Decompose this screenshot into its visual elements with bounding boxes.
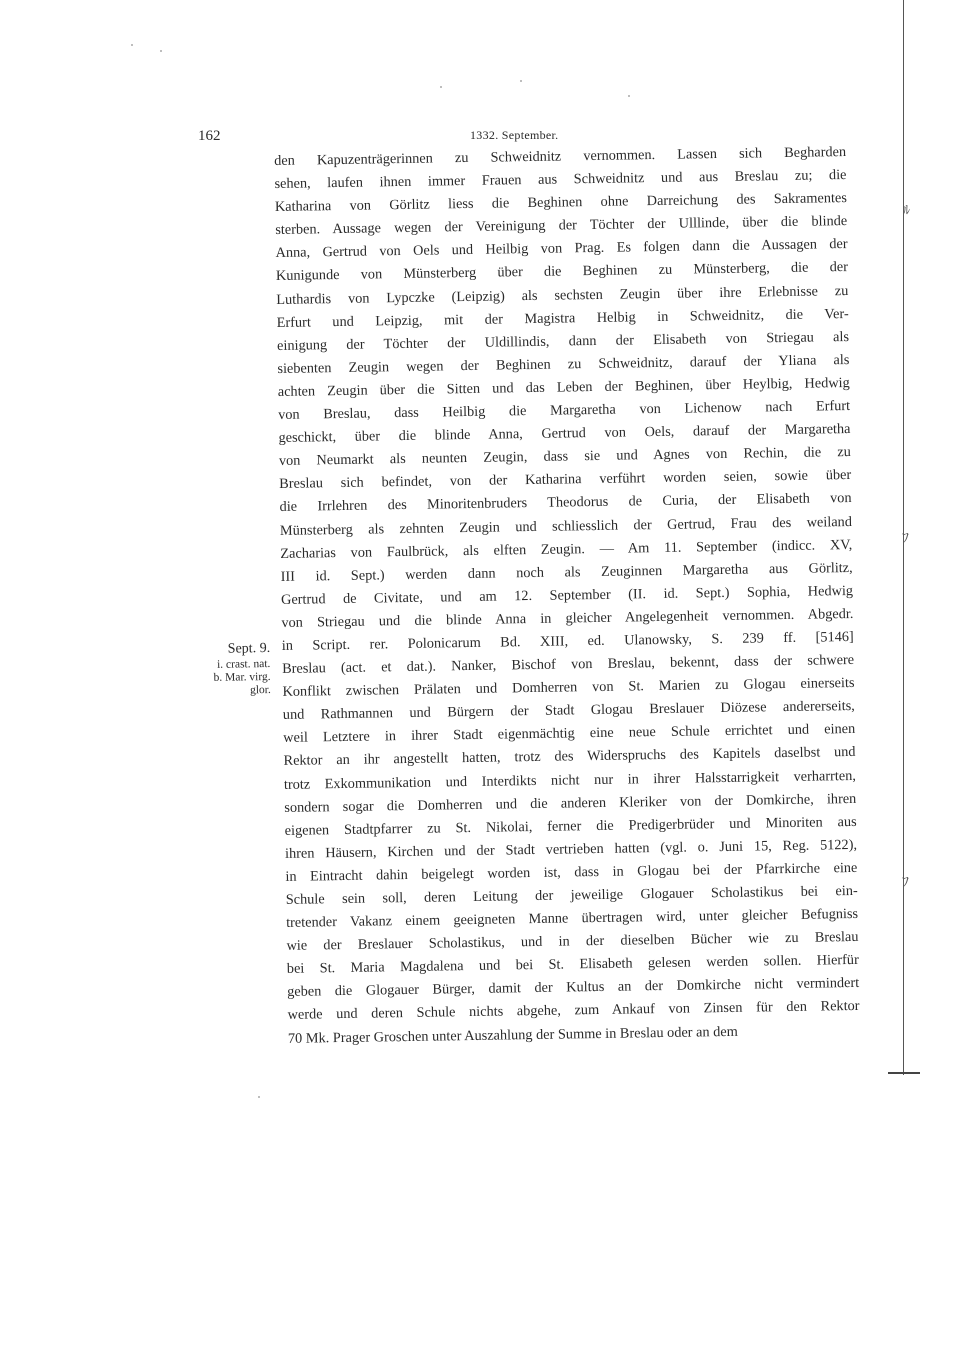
- text-line: Anna, Gertrud von Oels und Heilbig von Prag. Es folgen dann die Aussagen der: [275, 236, 848, 262]
- text-line: eigenen Stadtpfarrer zu St. Nikolai, ferner die Predigerbrüder und Minoriten aus: [284, 813, 857, 839]
- text-line: Münsterberg als zehnten Zeugin und schliesslich der Gertrud, Frau des weiland: [279, 513, 853, 539]
- text-line: in Script. rer. Polonicarum Bd. XIII, ed. Ulanowsky, S. 239 ff. [5146]: [281, 628, 854, 654]
- text-line: die Irrlehren des Minoritenbruders Theodorus de Curia, der Elisabeth von: [279, 490, 852, 516]
- margin-note-line: glor.: [249, 683, 271, 697]
- text-line: achten Zeugin über die Sitten und das Leben der Beghinen, über Heylbig, Hedwig: [277, 374, 850, 400]
- margin-mark: ﾌ: [902, 532, 909, 547]
- text-line: von Breslau, dass Heilbig die Margaretha von Lichenow nach Erfurt: [278, 398, 851, 423]
- margin-date: Sept. 9.: [227, 640, 271, 657]
- scan-speck: [131, 44, 133, 46]
- text-line: Gertrud de Civitate, und am 12. September (II. id. Sept.) Sophia, Hedwig: [280, 582, 854, 608]
- text-line: in Eintracht dahin beigelegt worden ist, dass in Glogau bei der Pfarrkirche eine: [285, 859, 858, 885]
- text-line: siebenten Zeugin wegen der Beghinen zu Schweidnitz, darauf der Yliana als: [277, 351, 850, 377]
- text-line: III id. Sept.) werden dann noch als Zeuginnen Margaretha aus Görlitz,: [280, 559, 853, 585]
- page-number: 162: [198, 128, 221, 144]
- text-line: den Kapuzenträgerinnen zu Schweidnitz vernommen. Lassen sich Begharden: [274, 144, 847, 169]
- text-line: von Striegau und die blinde Anna in gleicher Angelegenheit vernommen. Abgedr.: [281, 605, 854, 631]
- text-line: trotz Exkommunikation und Interdikts nicht nur in ihrer Halsstarrigkeit verharrten,: [283, 767, 857, 793]
- text-line: geschickt, über die blinde Anna, Gertrud von Oels, darauf der Margaretha: [278, 421, 851, 447]
- text-line: tretender Vakanz einem geeigneten Manne übertragen wird, unter gleicher Befugniss: [286, 906, 859, 931]
- body-text: [274, 141, 860, 1051]
- margin-mark: ﾙ: [903, 204, 910, 219]
- text-line: sehen, laufen ihnen immer Frauen aus Schweidnitz und aus Breslau zu; die: [274, 167, 847, 193]
- text-line: bei St. Maria Magdalena und bei St. Elisabeth gelesen werden sollen. Hierfür: [286, 952, 859, 978]
- text-line: und Rathmannen und Bürgern der Stadt Glogau Breslauer Diözese andererseits,: [282, 698, 855, 724]
- margin-note-line: b. Mar. virg.: [213, 670, 271, 684]
- scan-speck: [628, 95, 630, 97]
- text-line: Kunigunde von Münsterberg über die Beghinen zu Münsterberg, die der: [275, 259, 849, 285]
- text-line: ihren Häusern, Kirchen und der Stadt vertrieben hatten (vgl. o. Juni 15, Reg. 5122),: [284, 836, 858, 862]
- text-line: werde und deren Schule nichts abgehe, zum Ankauf von Zinsen für den Rektor: [287, 998, 860, 1024]
- text-line: geben die Glogauer Bürger, damit der Kultus an der Domkirche nicht vermindert: [287, 975, 860, 1001]
- scan-speck: [258, 1096, 260, 1098]
- scan-speck: [520, 80, 522, 82]
- scan-speck: [160, 50, 162, 52]
- scan-speck: [440, 86, 442, 88]
- text-line: von Neumarkt als neunten Zeugin, dass sie und Agnes von Rechin, die zu: [278, 444, 851, 470]
- text-line: sterben. Aussage wegen der Vereinigung der Töchter der Ulllinde, über die blinde: [275, 213, 848, 239]
- text-line: Erfurt und Leipzig, mit der Magistra Helbig in Schweidnitz, die Ver-: [276, 305, 849, 331]
- text-line: einigung der Töchter der Uldillindis, dann der Elisabeth von Striegau als: [276, 328, 850, 354]
- text-line: Breslau sich befindet, von der Katharina verführt worden seien, sowie über: [279, 467, 852, 493]
- text-line: Breslau (act. et dat.). Nanker, Bischof von Breslau, bekennt, dass der schwere: [282, 652, 855, 677]
- text-line: sondern sogar die Domherren und die anderen Kleriker von der Domkirche, ihren: [284, 790, 857, 816]
- text-line: Zacharias von Faulbrück, als elften Zeugin. — Am 11. September (indicc. XV,: [280, 536, 853, 562]
- page-edge-foot-rule: [888, 1072, 920, 1074]
- running-head: 1332. September.: [470, 128, 559, 142]
- text-line: Schule sein soll, deren Leitung der jeweilige Glogauer Scholastikus bei ein-: [285, 882, 858, 908]
- margin-date-note: [186, 640, 271, 698]
- margin-mark: ﾌ: [902, 876, 909, 891]
- text-line: wie der Breslauer Scholastikus, und in der dieselben Bücher wie zu Breslau: [286, 929, 859, 955]
- text-line: Rektor an ihr angestellt hatten, trotz des Widerspruchs des Kapitels daselbst und: [283, 744, 856, 770]
- text-line: Konflikt zwischen Prälaten und Domherren von St. Marien zu Glogau einerseits: [282, 675, 855, 701]
- margin-note-line: i. crast. nat.: [216, 657, 271, 671]
- text-line: Katharina von Görlitz liess die Beghinen ohne Darreichung des Sakramentes: [274, 190, 847, 216]
- text-line: weil Letztere in ihrer Stadt eigenmächtig eine neue Schule errichtet und einen: [283, 721, 856, 747]
- text-line: 70 Mk. Prager Groschen unter Auszahlung der Summe in Breslau oder an dem: [287, 1023, 738, 1047]
- text-line: Luthardis von Lypczke (Leipzig) als sechsten Zeugin über ihre Erlebnisse zu: [276, 282, 849, 308]
